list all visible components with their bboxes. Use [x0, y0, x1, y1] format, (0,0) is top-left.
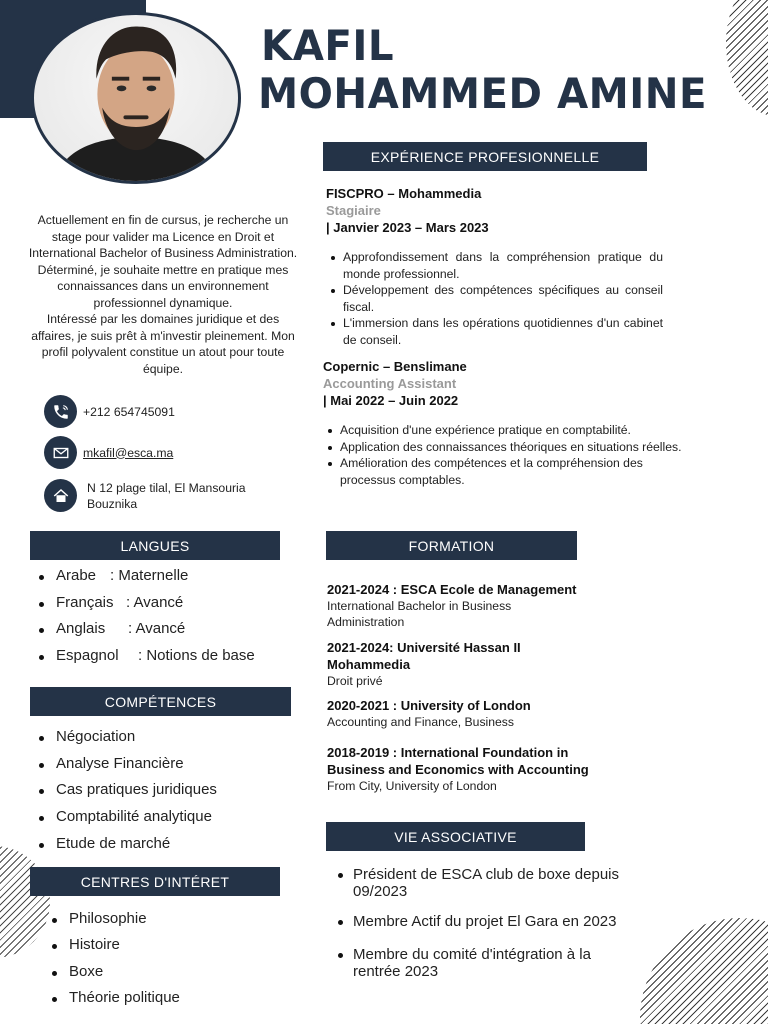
phone-number: +212 654745091: [83, 404, 175, 419]
contact-phone: [44, 395, 175, 428]
section-header-experience: EXPÉRIENCE PROFESIONNELLE: [323, 142, 647, 171]
job-dates: | Mai 2022 – Juin 2022: [323, 393, 459, 408]
list-item: Application des connaissances théoriques en situations réelles.: [323, 439, 683, 456]
job-bullets: [326, 249, 663, 348]
education-detail: International Bachelor in Business Administration: [327, 599, 512, 629]
job-dates: | Janvier 2023 – Mars 2023: [326, 220, 489, 235]
list-item: Cas pratiques juridiques: [30, 781, 290, 808]
section-header-skills: COMPÉTENCES: [30, 687, 291, 716]
interests-list: [43, 910, 283, 1015]
job-role: Stagiaire: [326, 203, 381, 218]
list-item: Amélioration des compétences et la compréhension des processus comptables.: [323, 455, 683, 488]
job-bullets: [323, 422, 683, 488]
list-item: Acquisition d'une expérience pratique en comptabilité.: [323, 422, 683, 439]
section-header-education: FORMATION: [326, 531, 577, 560]
list-item: Etude de marché: [30, 835, 290, 862]
list-item: Français : Avancé: [30, 594, 290, 621]
education-detail: Droit privé: [327, 674, 383, 688]
list-item: Membre Actif du projet El Gara en 2023: [334, 913, 624, 930]
education-entry: [327, 639, 557, 689]
profile-photo-illustration: [34, 15, 238, 181]
job-company: Copernic – Benslimane: [323, 359, 467, 374]
job-company: FISCPRO – Mohammedia: [326, 186, 482, 201]
hatched-circle-decoration: [640, 918, 768, 1024]
education-title: 2021-2024 : ESCA Ecole de Management: [327, 582, 577, 597]
profile-photo: [31, 12, 241, 184]
list-item: Développement des compétences spécifiques au conseil fiscal.: [326, 282, 663, 315]
list-item: Boxe: [43, 963, 283, 989]
address-text: N 12 plage tilal, El Mansouria Bouznika: [87, 480, 246, 511]
candidate-name: [258, 22, 726, 118]
name-line-1: KAFIL: [261, 21, 395, 70]
languages-list: [30, 567, 290, 674]
home-icon: [44, 479, 77, 512]
job-role: Accounting Assistant: [323, 376, 457, 391]
list-item: Anglais : Avancé: [30, 620, 290, 647]
list-item: Négociation: [30, 728, 290, 755]
section-header-languages: LANGUES: [30, 531, 280, 560]
email-link[interactable]: mkafil@esca.ma: [83, 445, 174, 460]
list-item: Arabe : Maternelle: [30, 567, 290, 594]
education-title: 2021-2024: Université Hassan II Mohammedia: [327, 640, 521, 672]
education-entry: [327, 744, 627, 794]
education-entry: [327, 581, 627, 630]
list-item: Membre du comité d'intégration à la rentrée 2023: [334, 946, 624, 980]
experience-entry: [326, 185, 663, 348]
associative-list: [334, 866, 624, 980]
profile-summary: Actuellement en fin de cursus, je recherche un stage pour valider ma Licence en Droit et International Bachelor of Business Administration. Déterminé, je souhaite mettre en pratique mes connaissances dans un environnement professionnel dynamique. Intéressé par les domaines juridique et des affaires, je suis prêt à m'investir pleinement. Mon profil polyvalent constitue un atout pour toute équipe.: [28, 213, 298, 376]
education-title: 2018-2019 : International Foundation in Business and Economics with Accounting: [327, 745, 589, 777]
experience-entry: [323, 358, 683, 488]
list-item: L'immersion dans les opérations quotidiennes d'un cabinet de conseil.: [326, 315, 663, 348]
education-entry: [327, 697, 627, 730]
list-item: Analyse Financière: [30, 755, 290, 782]
education-title: 2020-2021 : University of London: [327, 698, 531, 713]
list-item: Comptabilité analytique: [30, 808, 290, 835]
list-item: Président de ESCA club de boxe depuis 09/2023: [334, 866, 624, 900]
section-header-associative: VIE ASSOCIATIVE: [326, 822, 585, 851]
mail-icon: [44, 436, 77, 469]
education-detail: From City, University of London: [327, 779, 497, 793]
hatched-circle-decoration: [726, 0, 768, 116]
contact-address: [44, 479, 246, 512]
section-header-interests: CENTRES D'INTÉRET: [30, 867, 280, 896]
contact-email[interactable]: [44, 436, 173, 469]
list-item: Philosophie: [43, 910, 283, 936]
list-item: Espagnol : Notions de base: [30, 647, 290, 674]
skills-list: [30, 728, 290, 861]
name-line-2: MOHAMMED AMINE: [258, 69, 707, 118]
list-item: Théorie politique: [43, 989, 283, 1015]
list-item: Approfondissement dans la compréhension pratique du monde professionnel.: [326, 249, 663, 282]
phone-icon: [44, 395, 77, 428]
education-detail: Accounting and Finance, Business: [327, 715, 514, 729]
list-item: Histoire: [43, 936, 283, 962]
